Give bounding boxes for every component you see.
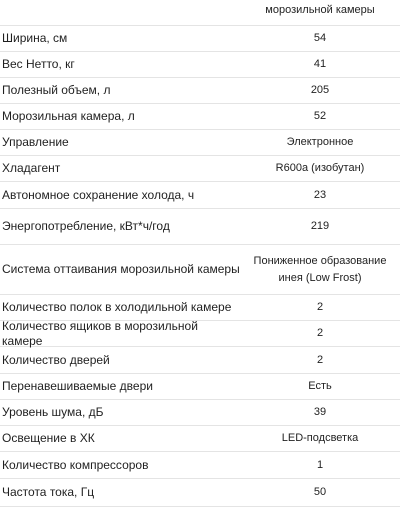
spec-value: Есть	[308, 380, 332, 392]
spec-name: Энергопотребление, кВт*ч/год	[2, 219, 170, 233]
spec-value: 2	[316, 301, 324, 313]
spec-value: 2	[316, 327, 324, 339]
table-row	[0, 374, 400, 400]
spec-value: R600a (изобутан)	[275, 162, 365, 174]
table-row	[0, 245, 400, 295]
spec-value: 39	[313, 406, 327, 418]
spec-name: Ширина, см	[2, 31, 68, 45]
table-row	[0, 318, 400, 348]
spec-name: Количество компрессоров	[2, 457, 149, 472]
spec-name: Количество полок в холодильной камере	[2, 300, 232, 314]
spec-value: 52	[313, 110, 327, 122]
table-row	[0, 104, 400, 130]
spec-name: Управление	[2, 135, 69, 149]
spec-value: Электронное	[286, 136, 354, 148]
spec-name: Количество ящиков в морозильной камере	[2, 318, 198, 348]
table-row	[0, 452, 400, 479]
spec-value: 23	[313, 188, 327, 201]
spec-name: Морозильная камера, л	[2, 109, 135, 123]
table-row	[0, 209, 400, 245]
spec-name: Автономное сохранение холода, ч	[2, 187, 195, 202]
table-row	[0, 400, 400, 426]
table-row	[0, 78, 400, 104]
spec-value: Пониженное образование инея (Low Frost)	[253, 254, 387, 284]
spec-name: Перенавешиваемые двери	[2, 379, 153, 393]
spec-value: 2	[316, 353, 324, 366]
table-row	[0, 52, 400, 78]
table-row	[0, 347, 400, 374]
spec-name: Вес Нетто, кг	[2, 57, 75, 71]
spec-value: 219	[310, 220, 330, 232]
spec-name: Частота тока, Гц	[2, 485, 95, 499]
spec-value: 205	[310, 84, 330, 96]
spec-name: Хладагент	[2, 161, 61, 175]
spec-value: 41	[313, 58, 327, 70]
spec-name: Полезный объем, л	[2, 83, 111, 97]
table-row	[0, 182, 400, 209]
table-row	[0, 426, 400, 452]
spec-value: 1	[316, 458, 324, 471]
table-row	[0, 479, 400, 507]
spec-value: LED-подсветка	[281, 432, 359, 444]
table-row	[0, 130, 400, 156]
spec-name: Освещение в ХК	[2, 431, 95, 445]
table-row	[0, 26, 400, 52]
spec-value: морозильной камеры	[265, 3, 375, 16]
spec-value: 54	[313, 32, 327, 44]
table-row	[0, 0, 400, 26]
spec-value: 50	[313, 486, 327, 498]
spec-name: Количество дверей	[2, 352, 110, 367]
spec-name: Уровень шума, дБ	[2, 405, 104, 419]
table-row	[0, 156, 400, 182]
table-row	[0, 295, 400, 321]
spec-name: Система оттаивания морозильной камеры	[2, 262, 240, 276]
